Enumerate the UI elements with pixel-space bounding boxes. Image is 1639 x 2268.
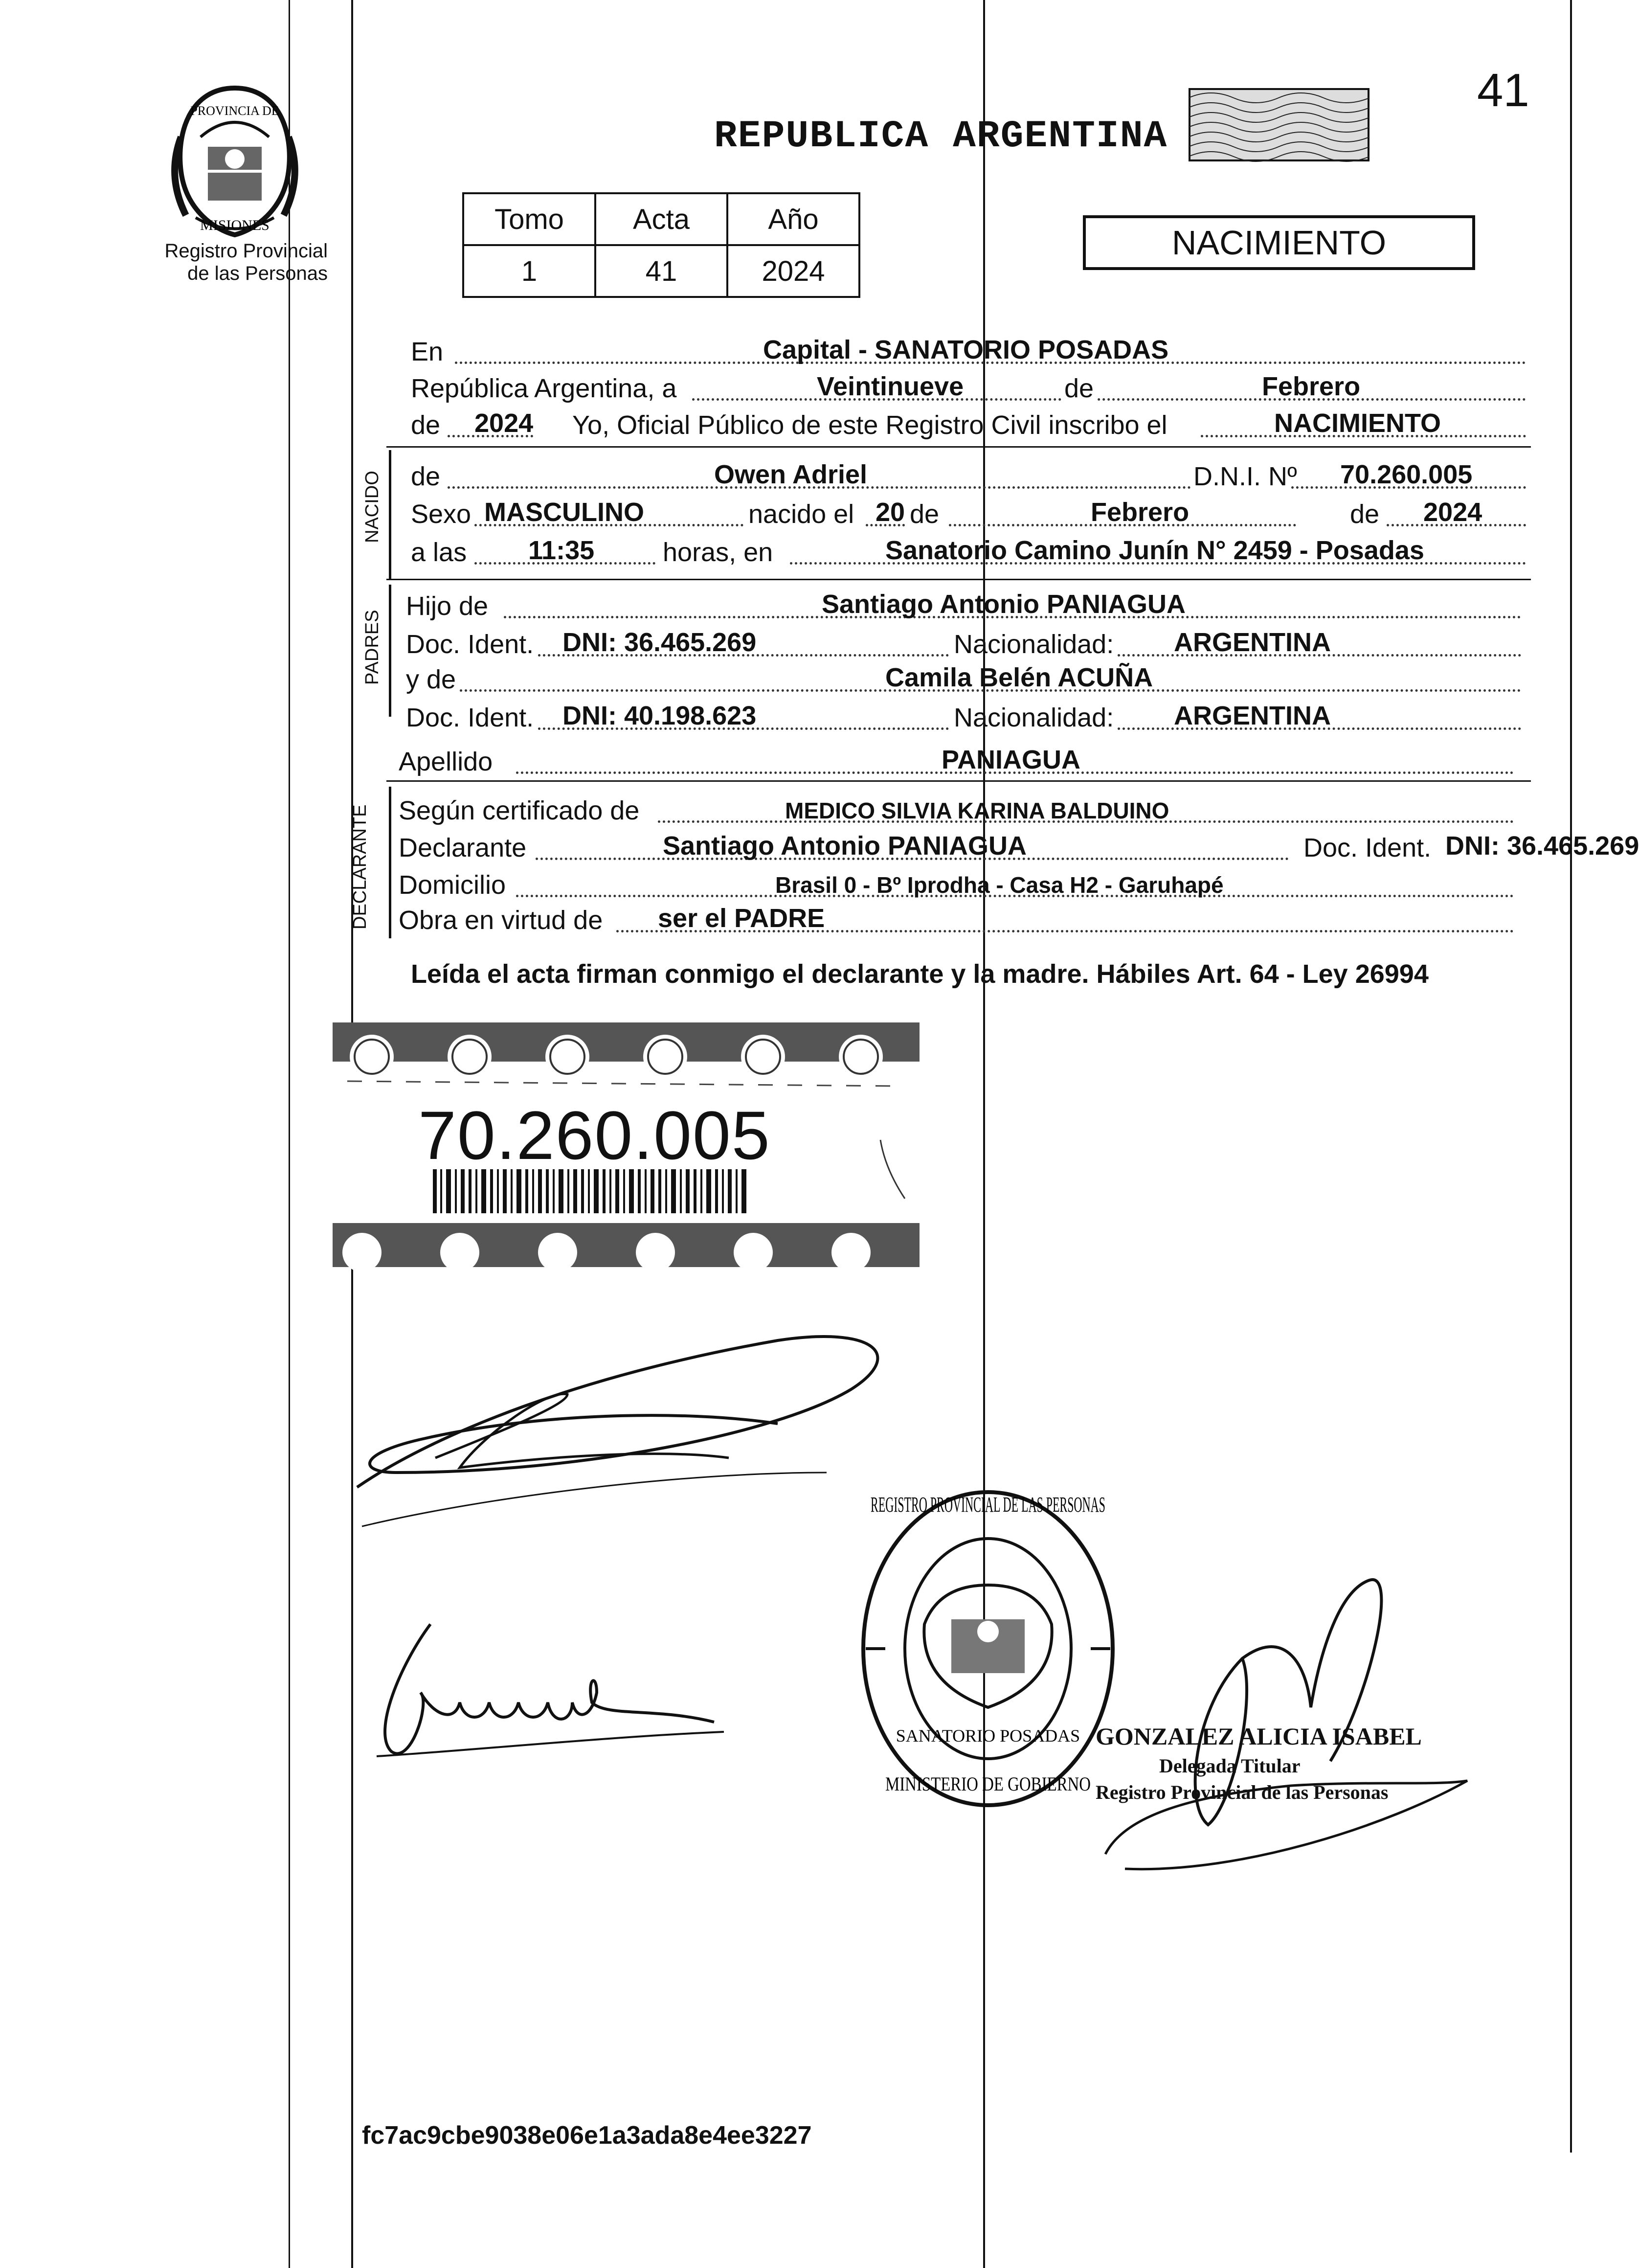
label-dni: D.N.I. Nº <box>1193 462 1297 491</box>
logo-text-top: PROVINCIA DE <box>190 104 279 118</box>
sexo: MASCULINO <box>484 498 644 527</box>
apellido-value: PANIAGUA <box>942 745 1081 774</box>
official-role: Delegada Titular <box>1159 1755 1301 1777</box>
security-watermark <box>1189 88 1370 161</box>
label-certificado: Según certificado de <box>399 796 640 825</box>
label-de-birth-year: de <box>1350 499 1380 529</box>
birth-month: Febrero <box>1091 498 1190 527</box>
row-officer <box>411 406 1526 440</box>
certificado-value: MEDICO SILVIA KARINA BALDUINO <box>785 798 1169 823</box>
padres-label: PADRES <box>362 610 382 685</box>
father-nationality: ARGENTINA <box>1174 628 1331 657</box>
label-doc-ident: Doc. Ident. <box>406 703 534 732</box>
acta-table-cell: 41 <box>595 245 727 297</box>
child-dni: 70.260.005 <box>1340 460 1473 489</box>
father-name: Santiago Antonio PANIAGUA <box>822 590 1186 619</box>
row-apellido <box>399 743 1514 777</box>
day-words: Veintinueve <box>817 372 964 401</box>
row-domicilio <box>399 866 1514 900</box>
logo-caption-line-1: Registro Provincial <box>164 240 328 262</box>
acta-table-header: Acta <box>595 193 727 245</box>
label-obra: Obra en virtud de <box>399 906 603 935</box>
row-date <box>411 369 1526 404</box>
mother-name: Camila Belén ACUÑA <box>885 663 1153 692</box>
row-obra <box>399 901 1514 935</box>
acta-table-cell: 1 <box>463 245 595 297</box>
section-divider <box>386 446 1531 448</box>
logo-caption-line-2: de las Personas <box>187 263 328 284</box>
section-divider <box>386 780 1531 782</box>
official-stamp <box>851 1477 1125 1820</box>
label-en: En <box>411 337 444 366</box>
signature-declarante <box>337 1311 924 1546</box>
row-nacido-sexo <box>411 495 1526 529</box>
label-declarante-doc: Doc. Ident. <box>1303 833 1432 862</box>
row-y-de <box>406 660 1521 695</box>
mother-doc: DNI: 40.198.623 <box>562 701 757 730</box>
acta-table-cell: 2024 <box>727 245 859 297</box>
row-nacido-time <box>411 533 1526 567</box>
label-de-birth-month: de <box>910 499 940 529</box>
country-title: REPUBLICA ARGENTINA <box>714 115 1168 158</box>
sticker-number: 70.260.005 <box>418 1097 771 1174</box>
father-doc: DNI: 36.465.269 <box>562 628 757 657</box>
padres-sidebar <box>389 585 391 717</box>
label-nacionalidad: Nacionalidad: <box>954 630 1114 659</box>
section-divider <box>386 579 1531 580</box>
closing-text: Leída el acta firman conmigo el declarante y la madre. Hábiles Art. 64 - Ley 26994 <box>411 959 1429 989</box>
row-nacido-name <box>411 457 1526 492</box>
stamp-bottom-text: MINISTERIO DE GOBIERNO <box>885 1773 1091 1795</box>
birth-time: 11:35 <box>528 536 595 565</box>
logo-caption <box>117 240 328 285</box>
label-declarante: Declarante <box>399 833 527 862</box>
place-value: Capital - SANATORIO POSADAS <box>763 335 1169 364</box>
row-place <box>411 333 1526 367</box>
certificate-type: NACIMIENTO <box>1083 215 1475 270</box>
label-nacionalidad: Nacionalidad: <box>954 703 1114 732</box>
declarante-name: Santiago Antonio PANIAGUA <box>663 831 1027 861</box>
official-name: GONZALEZ ALICIA ISABEL <box>1096 1723 1422 1750</box>
record-type: NACIMIENTO <box>1274 408 1441 438</box>
label-nacido-el: nacido el <box>748 499 854 529</box>
document-hash: fc7ac9cbe9038e06e1a3ada8e4ee3227 <box>362 2121 812 2150</box>
label-domicilio: Domicilio <box>399 870 506 900</box>
stamp-inner-text: SANATORIO POSADAS <box>896 1726 1080 1746</box>
child-name: Owen Adriel <box>714 460 868 489</box>
label-republica: República Argentina, a <box>411 374 677 403</box>
birth-place: Sanatorio Camino Junín N° 2459 - Posadas <box>885 536 1424 565</box>
birth-day: 20 <box>876 498 905 527</box>
label-sexo: Sexo <box>411 499 471 529</box>
year: 2024 <box>474 408 534 438</box>
signature-official <box>1096 1551 1477 1883</box>
row-father-doc <box>406 625 1521 659</box>
provincial-logo <box>161 78 308 245</box>
month: Febrero <box>1262 372 1361 401</box>
declarante-label: DECLARANTE <box>350 804 370 930</box>
row-certificado <box>399 792 1514 826</box>
declarante-sidebar <box>389 787 391 938</box>
acta-table-header: Tomo <box>463 193 595 245</box>
row-mother-doc <box>406 699 1521 733</box>
label-de-year: de <box>411 410 441 440</box>
scan-line-right <box>1570 0 1572 2153</box>
acta-table <box>462 192 860 298</box>
label-apellido: Apellido <box>399 747 493 776</box>
signature-madre <box>362 1605 734 1771</box>
page-number: 41 <box>1477 64 1529 116</box>
label-doc-ident: Doc. Ident. <box>406 630 534 659</box>
nacido-label: NACIDO <box>362 471 382 543</box>
label-de-month: de <box>1061 373 1097 404</box>
label-y-de: y de <box>406 665 456 694</box>
label-hijo-de: Hijo de <box>406 591 489 621</box>
label-officer: Yo, Oficial Público de este Registro Civil inscribo el <box>572 410 1168 440</box>
obra-value: ser el PADRE <box>658 904 825 933</box>
label-a-las: a las <box>411 538 467 567</box>
stamp-ring-text: REGISTRO PROVINCIAL DE LAS PERSONAS <box>871 1493 1105 1517</box>
row-hijo-de <box>406 587 1521 621</box>
row-declarante <box>399 829 1639 863</box>
official-office: Registro Provincial de las Personas <box>1096 1781 1389 1803</box>
nacido-sidebar <box>389 450 391 580</box>
acta-table-header: Año <box>727 193 859 245</box>
domicilio-value: Brasil 0 - Bº Iprodha - Casa H2 - Garuhapé <box>775 872 1224 898</box>
logo-text-bottom: MISIONES <box>200 217 269 233</box>
declarante-doc: DNI: 36.465.269 <box>1445 831 1639 861</box>
scan-line-left <box>289 0 290 2268</box>
label-horas: horas, en <box>663 538 773 567</box>
mother-nationality: ARGENTINA <box>1174 701 1331 730</box>
birth-year: 2024 <box>1423 498 1482 527</box>
label-nacido-de: de <box>411 462 441 491</box>
